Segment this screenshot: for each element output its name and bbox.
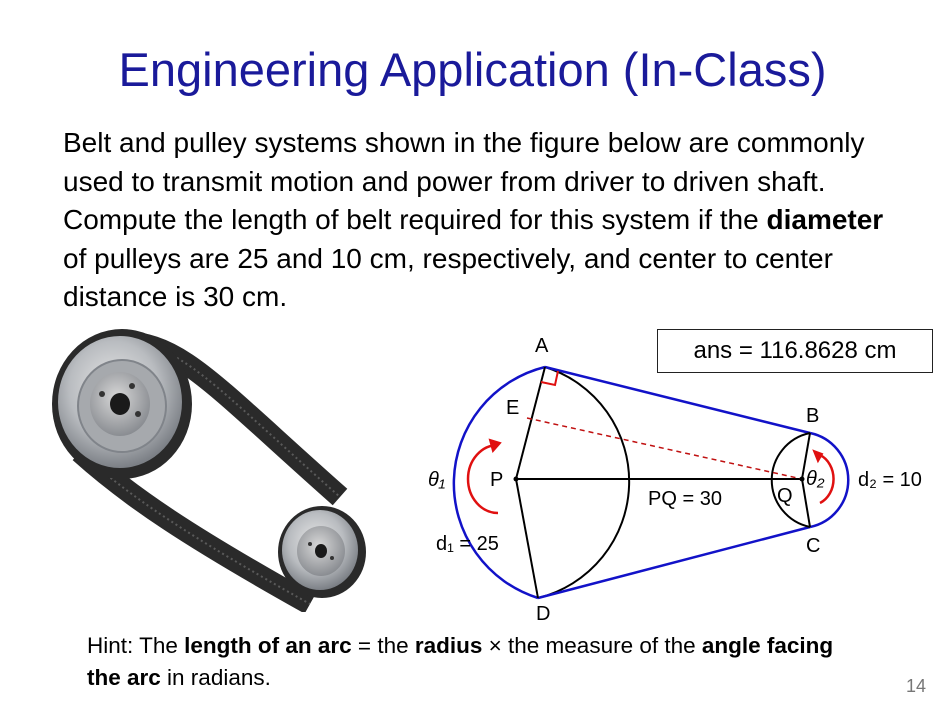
- center-q: [800, 477, 805, 482]
- answer-box: ans = 116.8628 cm: [657, 329, 933, 373]
- label-p: P: [490, 469, 504, 491]
- tangent-line-dc: [538, 527, 810, 598]
- slide-title: Engineering Application (In-Class): [118, 43, 827, 96]
- problem-text-2: of pulleys are 25 and 10 cm, respectively, and center to center distance is 30 cm.: [63, 242, 833, 312]
- hint-t3: × the measure of the: [482, 633, 702, 658]
- hint-t2: = the: [351, 633, 415, 658]
- tangent-line-ab: [545, 367, 810, 433]
- hint-b1: length of an arc: [184, 633, 352, 658]
- label-pq: PQ = 30: [648, 488, 722, 510]
- label-d2: d₂ = 10: [858, 469, 922, 491]
- problem-statement: [63, 124, 903, 317]
- center-p: [514, 477, 519, 482]
- hint-b3: angle facing the arc: [87, 633, 834, 690]
- hint-t4: in radians.: [160, 665, 271, 690]
- hint-b2: radius: [414, 633, 483, 658]
- label-a: A: [535, 335, 549, 357]
- large-circle-inner-arc: [538, 367, 629, 598]
- problem-text-1: Belt and pulley systems shown in the figure below are commonly used to transmit motion and power from driver to driven shaft. Compute the length of belt required for this system if the: [63, 127, 865, 235]
- dashed-line-eq: [527, 418, 802, 479]
- hint-t1: Hint: The: [87, 633, 185, 658]
- label-b: B: [806, 405, 820, 427]
- radius-pd: [516, 479, 538, 598]
- label-theta1: θ₁: [428, 469, 446, 491]
- label-theta2: θ₂: [806, 468, 825, 490]
- label-d: D: [536, 603, 551, 625]
- large-pulley: [52, 329, 192, 479]
- belt-geometry-diagram: [390, 330, 945, 630]
- small-pulley: [278, 506, 366, 598]
- problem-bold-diameter: diameter: [766, 204, 884, 235]
- label-c: C: [806, 535, 821, 557]
- pulley-photo: [40, 322, 390, 612]
- label-e: E: [506, 397, 520, 419]
- hint-text: [87, 630, 847, 694]
- label-q: Q: [777, 485, 793, 507]
- label-d1: d₁ = 25: [436, 533, 499, 555]
- radius-pa: [516, 367, 545, 479]
- page-number: 14: [906, 676, 927, 696]
